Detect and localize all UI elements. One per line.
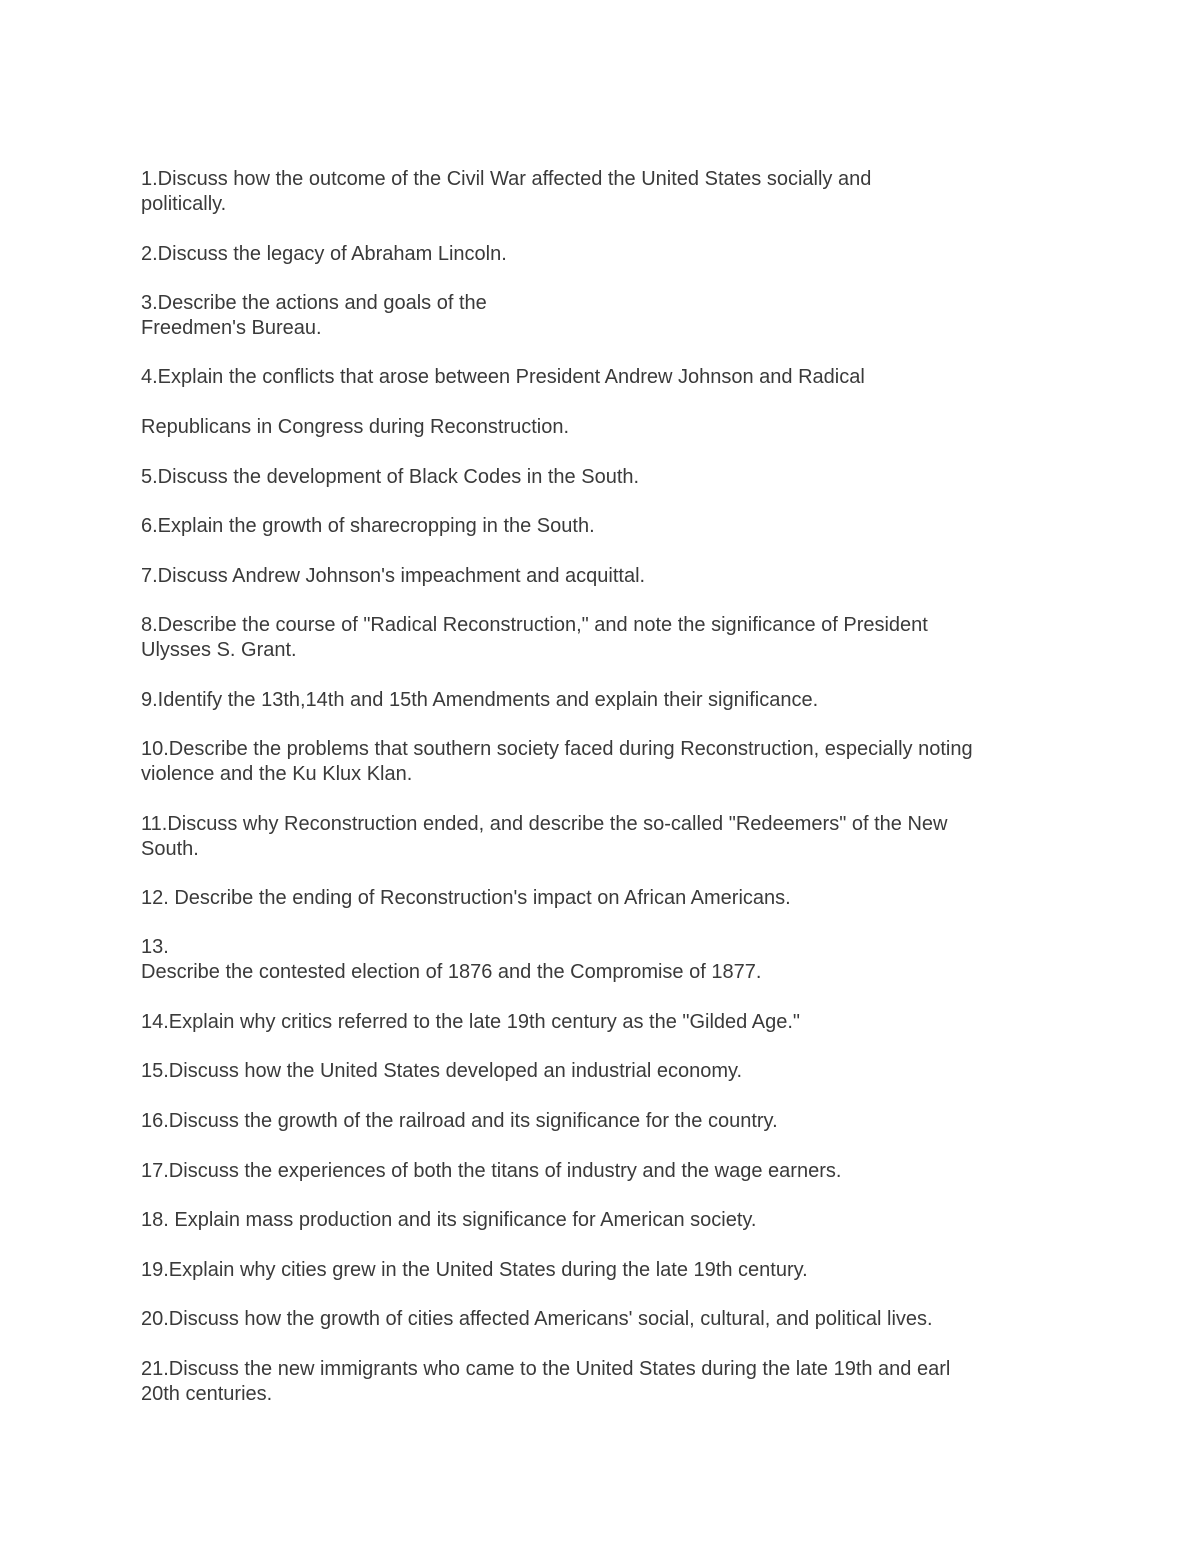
question-2 [141,242,1081,267]
text-line: 8.Describe the course of "Radical Reconstruction," and note the significance of President [141,614,928,636]
question-11 [141,812,1081,861]
question-3 [141,291,1081,340]
text-line: 16.Discuss the growth of the railroad and its significance for the country. [141,1110,778,1132]
question-4-continued [141,415,1081,440]
text-line: 20.Discuss how the growth of cities affected Americans' social, cultural, and political lives. [141,1308,933,1330]
text-line: Ulysses S. Grant. [141,638,297,661]
text-line: 5.Discuss the development of Black Codes in the South. [141,466,640,488]
question-17 [141,1159,1081,1184]
text-line: politically. [141,192,227,215]
question-14 [141,1010,1081,1035]
text-line: 18. Explain mass production and its significance for American society. [141,1209,757,1231]
text-line: 9.Identify the 13th,14th and 15th Amendments and explain their significance. [141,689,819,711]
text-line: Freedmen's Bureau. [141,316,322,339]
text-line: Describe the contested election of 1876 and the Compromise of 1877. [141,960,762,983]
question-8 [141,613,1081,662]
text-line: 13. [141,936,169,958]
text-line: 1.Discuss how the outcome of the Civil War affected the United States socially and [141,168,872,190]
question-13 [141,935,1081,984]
question-18 [141,1208,1081,1233]
question-15 [141,1059,1081,1084]
text-line: 2.Discuss the legacy of Abraham Lincoln. [141,243,507,265]
question-5 [141,465,1081,490]
text-line: Republicans in Congress during Reconstruction. [141,416,570,438]
text-line: 10.Describe the problems that southern society faced during Reconstruction, especially noting [141,738,973,760]
question-19 [141,1258,1081,1283]
question-21 [141,1357,1081,1406]
question-7 [141,564,1081,589]
text-line: 20th centuries. [141,1382,273,1405]
text-line: South. [141,837,199,860]
text-line: 4.Explain the conflicts that arose between President Andrew Johnson and Radical [141,366,865,388]
text-line: 7.Discuss Andrew Johnson's impeachment and acquittal. [141,565,646,587]
question-9 [141,688,1081,713]
text-line: 14.Explain why critics referred to the late 19th century as the "Gilded Age." [141,1011,800,1033]
question-4 [141,365,1081,390]
text-line: violence and the Ku Klux Klan. [141,762,413,785]
question-6 [141,514,1081,539]
text-line: 6.Explain the growth of sharecropping in the South. [141,515,595,537]
question-1 [141,167,1081,216]
text-line: 21.Discuss the new immigrants who came to the United States during the late 19th and earl [141,1358,951,1380]
question-16 [141,1109,1081,1134]
question-10 [141,737,1081,786]
text-line: 11.Discuss why Reconstruction ended, and describe the so-called "Redeemers" of the New [141,813,948,835]
text-line: 15.Discuss how the United States developed an industrial economy. [141,1060,743,1082]
question-20 [141,1307,1081,1332]
text-line: 3.Describe the actions and goals of the [141,292,487,314]
text-line: 12. Describe the ending of Reconstruction's impact on African Americans. [141,887,791,909]
text-line: 19.Explain why cities grew in the United States during the late 19th century. [141,1259,808,1281]
text-line: 17.Discuss the experiences of both the titans of industry and the wage earners. [141,1160,842,1182]
question-12 [141,886,1081,911]
